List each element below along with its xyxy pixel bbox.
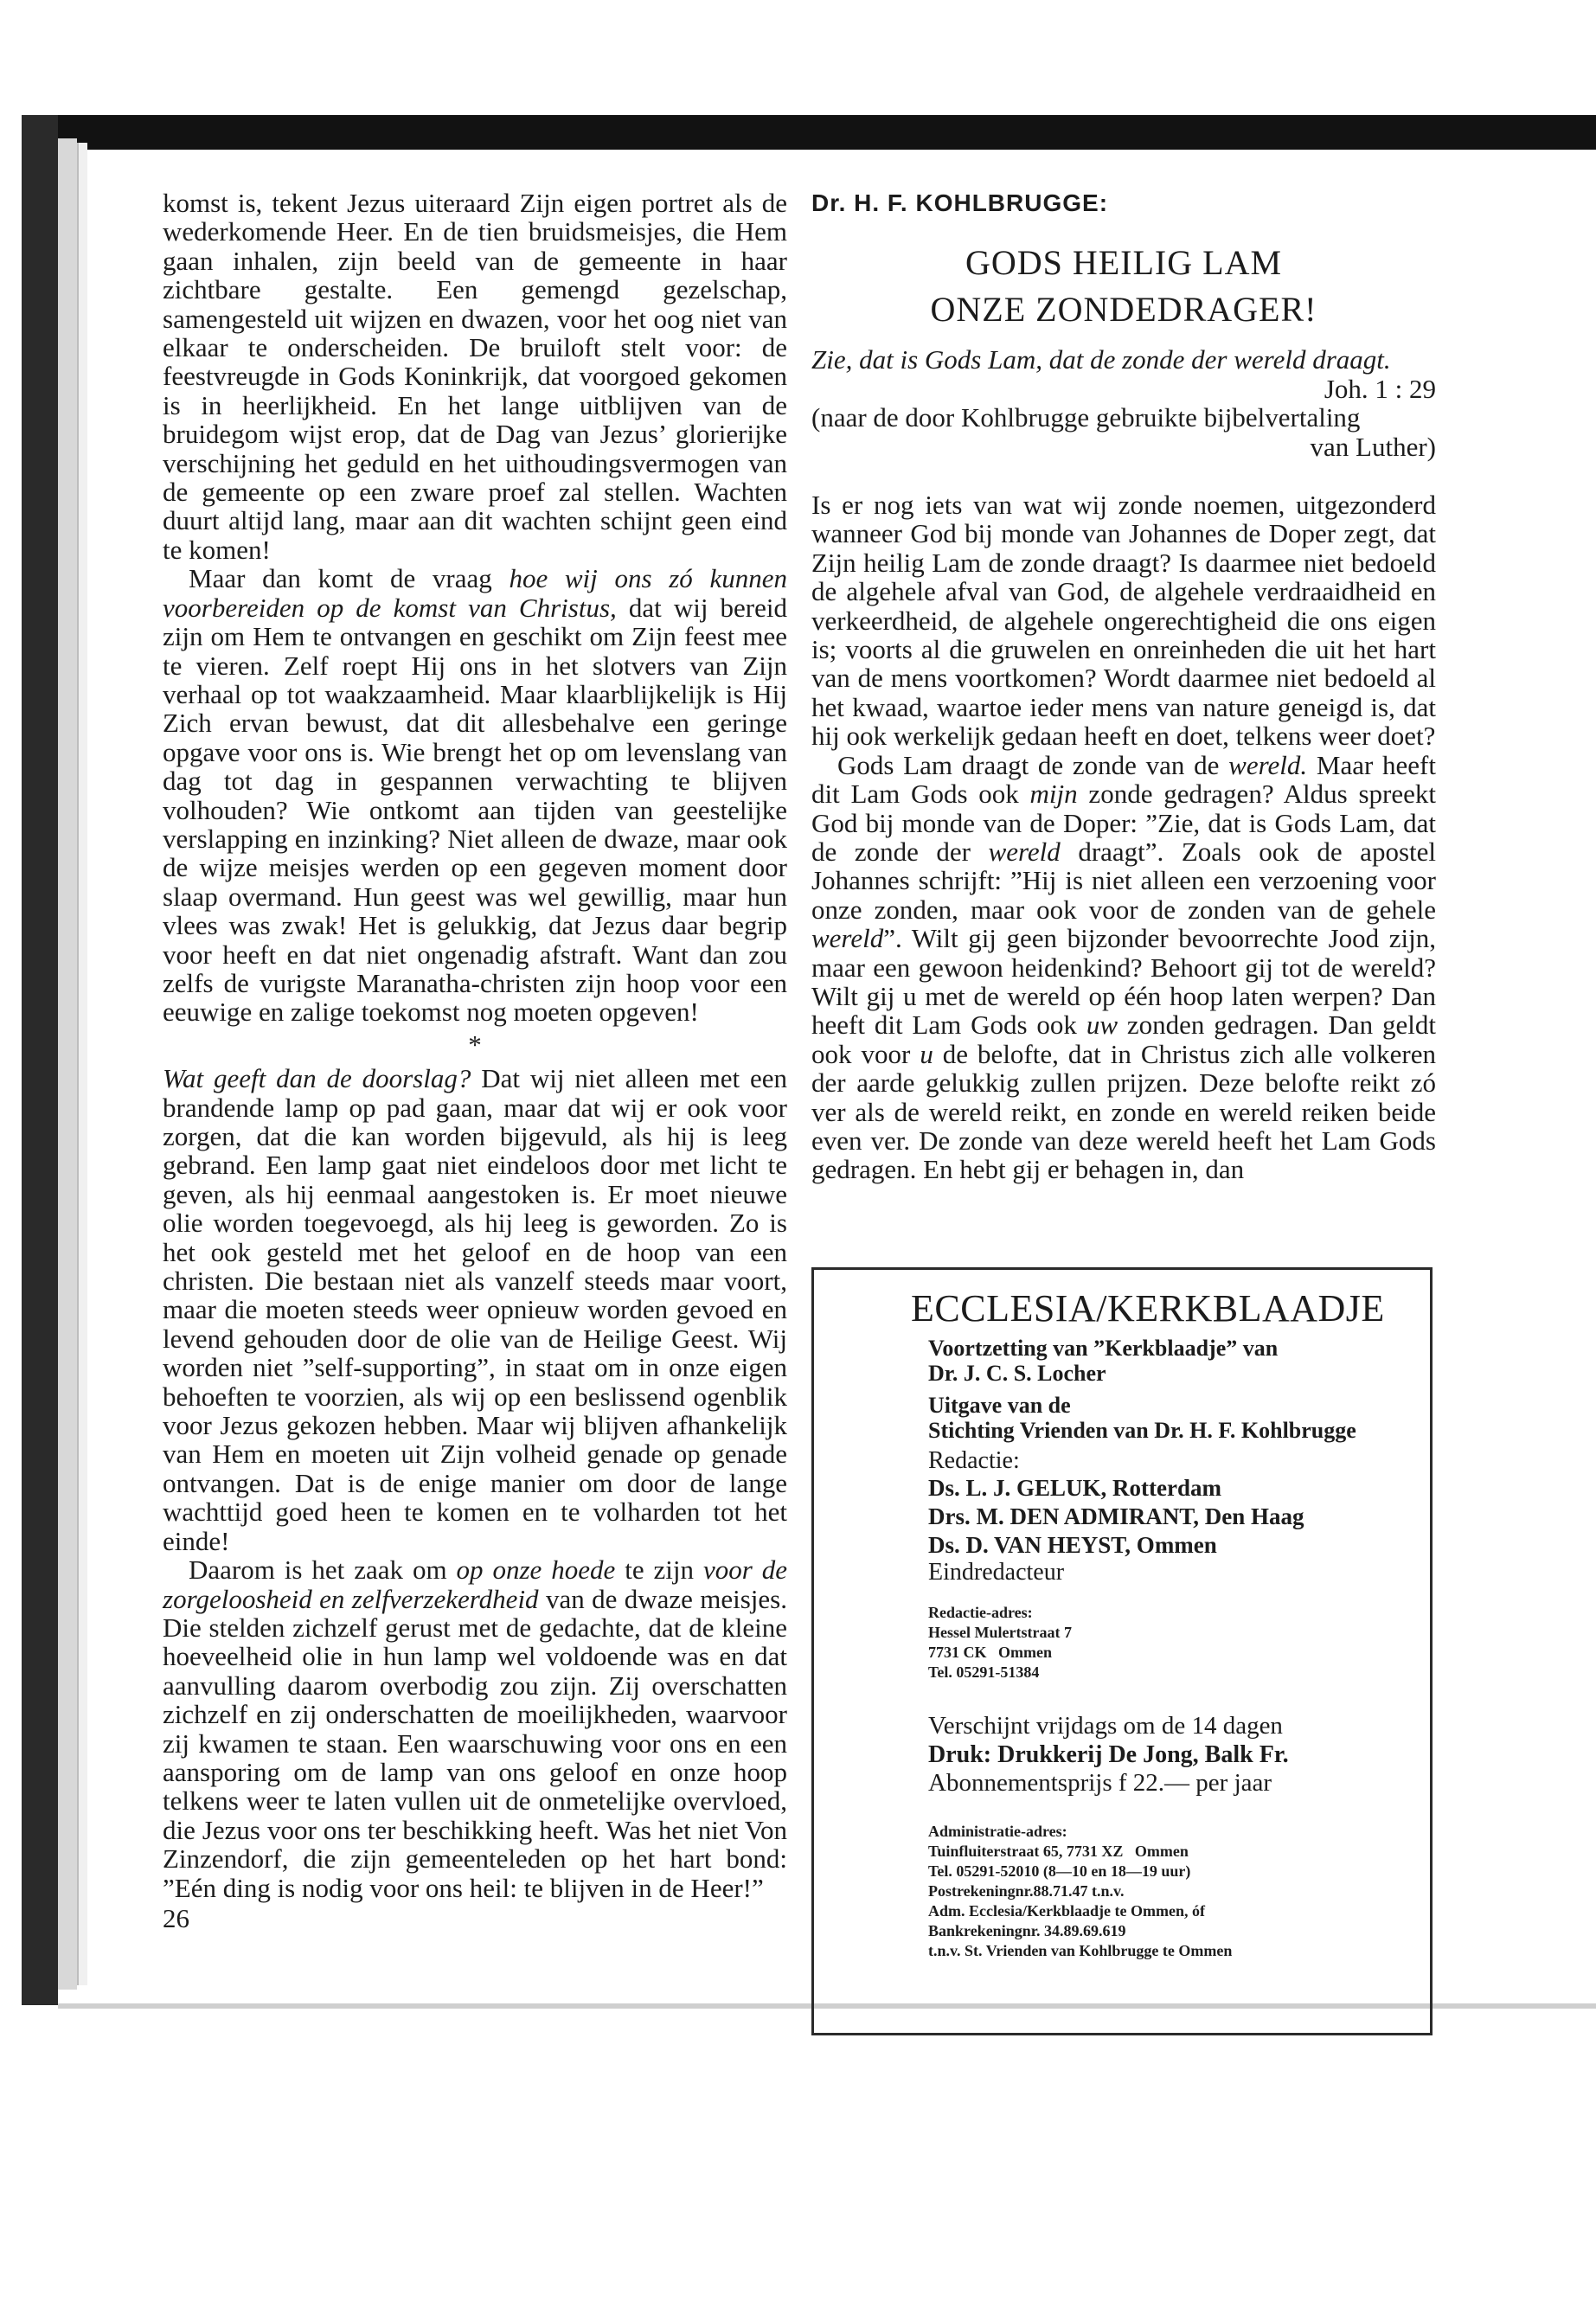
bible-quote: Zie, dat is Gods Lam, dat de zonde der wereld draagt. [811,344,1391,375]
colophon-line: Dr. J. C. S. Locher [928,1361,1106,1386]
paragraph: Is er nog iets van wat wij zonde noemen, uitgezonderd wanneer God bij monde van Johannes de Doper zegt, dat Zijn heilig Lam de zonde draagt? Is daarmee niet bedoeld de algehele afval van God, de algehele verdraaidheid en verkeerdheid, de algehele ongerechtigheid die ons eigen is; voorts al die gruwelen en onreinheden die uit het hart van de mens voortkomen? Wordt daarmee niet bedoeld al het kwaad, waartoe ieder mens van nature geneigd is, dat hij ook werkelijk gedaan heeft en doet, telkens weer doet? [811,490,1436,752]
italic-run: Wat geeft dan de doorslag? [163,1063,471,1094]
page-number: 26 [163,1902,189,1933]
italic-run: voor de zorgeloosheid en zelfverzekerdheid [163,1554,788,1614]
translation-note: (naar de door Kohlbrugge gebruikte bijbelvertaling [811,402,1361,433]
text-run: te zijn [615,1554,703,1586]
editor-name: Ds. D. VAN HEYST, Ommen [928,1532,1217,1558]
colophon-content [911,1287,1413,1961]
redactie-address-line: Redactie-adres: [928,1604,1033,1621]
text-run: Maar heeft dit Lam Gods ook [811,749,1436,810]
admin-address-line: Bankrekeningnr. 34.89.69.619 [928,1922,1126,1939]
paragraph [163,564,787,1027]
title-line: GODS HEILIG LAM [965,243,1283,283]
colophon-line: Voortzetting van ”Kerkblaadje” van [928,1336,1279,1361]
right-column [811,189,1436,1184]
text-run: dat wij bereid zijn om Hem te ontvangen en geschikt om Zijn feest mee te vieren. Zelf roept Hij ons in het slotvers van Zijn verhaal op tot waakzaamheid. Maar klaarblijkelijk is Hij Zich ervan bewust, dat dit allesbehalve een geringe opgave voor ons is. Wie brengt het op om levenslang van dag tot dag in gespannen verwachting te blijven volhouden? Wie ontkomt aan tijden van geestelijke verslapping en inzinking? Niet alleen de dwaze, maar ook de wijze meisjes werden op een gegeven moment door slaap overmand. Hun geest was wel gewillig, maar hun vlees was zwak! Het is gelukkig, dat Jezus daar begrip voor heeft en dat niet ongenadig afstraft. Want dan zou zelfs de vurigste Maranatha-christen zijn hoop voor een eeuwige en zalige toekomst nog moeten opgeven! [163,592,787,1028]
colophon-line: Stichting Vrienden van Dr. H. F. Kohlbrugge [928,1418,1356,1443]
admin-address-line: Tel. 05291-52010 (8—10 en 18—19 uur) [928,1862,1191,1880]
admin-address-line: t.n.v. St. Vrienden van Kohlbrugge te Ommen [928,1942,1233,1959]
colophon-line: Uitgave van de [928,1393,1071,1418]
scan-page-edge-inner [77,143,87,1985]
editor-name: Drs. M. DEN ADMIRANT, Den Haag [928,1503,1304,1529]
italic-run: uw [1086,1009,1118,1041]
italic-run: hoe wij ons zó kunnen voorbereiden op de komst van Christus, [163,563,787,623]
article-author: Dr. H. F. KOHLBRUGGE: [811,189,1109,216]
colophon-title: ECCLESIA/KERKBLAADJE [911,1287,1385,1330]
redactie-label: Redactie: [928,1447,1020,1474]
translation-note: van Luther) [1310,431,1436,462]
italic-run: wereld [988,836,1061,867]
text-run: van de dwaze meisjes. Die stelden zichzelf gerust met de gedachte, dat de kleine hoeveelheid olie in hun lamp wel voldoende was en dat aanvulling daarom overbodig zou zijn. Zij overschatten zichzelf en zij onderschatten de moeilijkheden, waarvoor zij kwamen te staan. Een waarschuwing voor ons en een aansporing om de lamp van ons geloof en onze hoop telkens weer te laten vullen uit de onmetelijke overvloed, die Jezus voor ons ter beschikking heeft. Was het niet Von Zinzendorf, die zijn gemeenteleden op het hart bond: ”Eén ding is nodig voor ons heil: te blijven in de Heer!” [163,1583,787,1903]
text-run: de belofte, dat in Christus zich alle volkeren der aarde gelukkig zullen prijzen. Deze belofte reikt zó ver als de wereld reikt, en zonde en wereld reiken beide even ver. De zonde van deze wereld heeft het Lam Gods gedragen. En hebt gij er behagen in, dan [811,1038,1436,1185]
redactie-address-line: Hessel Mulertstraat 7 [928,1624,1072,1641]
redactie-address-line: Tel. 05291-51384 [928,1663,1040,1681]
text-run: Gods Lam draagt de zonde van de [837,749,1229,780]
italic-run: mijn [1029,779,1078,810]
section-separator: * [468,1029,482,1060]
bible-reference: Joh. 1 : 29 [1324,373,1436,404]
eindredacteur-label: Eindredacteur [928,1559,1065,1586]
publication-frequency: Verschijnt vrijdags om de 14 dagen [928,1712,1283,1740]
scan-binding-edge [22,115,58,2005]
scan-top-band [22,115,1596,150]
text-run: zonde gedragen? Aldus spreekt God bij monde van de Doper: ”Zie, dat is Gods Lam, dat de zonde der [811,779,1436,867]
colophon-box [811,1267,1433,2035]
paragraph: komst is, tekent Jezus uiteraard Zijn eigen portret als de wederkomende Heer. En de tien bruidsmeisjes, die Hem gaan inhalen, zijn beeld van de gemeente in haar zichtbare gestalte. Een gemengd gezelschap, samengesteld uit wijzen en dwazen, voor het oog niet van elkaar te onderscheiden. De bruiloft stelt voor: de feestvreugde in Gods Koninkrijk, dat voorgoed gekomen is in heerlijkheid. En het lange uitblijven van de bruidegom wijst erop, dat de Dag van Jezus’ glorierijke verschijning het geduld en het uithoudingsvermogen van de gemeente op een zware proef zal stellen. Wachten duurt altijd lang, maar aan dit wachten schijnt geen eind te komen! [163,188,787,565]
left-column [163,189,787,1932]
editor-name: Ds. L. J. GELUK, Rotterdam [928,1475,1221,1501]
paragraph [163,1555,787,1902]
italic-run: u [920,1038,933,1069]
italic-run: wereld. [1228,749,1308,780]
text-run: Daarom is het zaak om [189,1554,457,1586]
scan-page-edge [58,138,77,1990]
text-run: Dat wij niet alleen met een brandende lamp op pad gaan, maar dat wij er ook voor zorgen, dat die kan worden bijgevuld, als hij is leeg gebrand. Een lamp gaat niet eindeloos door met licht te geven, als hij eenmaal aangestoken is. Er moet nieuwe olie worden toegevoegd, als hij leeg is geworden. Zo is het ook gesteld met het geloof en de hoop van een christen. Die bestaan niet als vanzelf steeds maar voort, maar die moeten steeds weer opnieuw worden gevoed en levend gehouden door de olie van de Heilige Geest. Wij worden niet ”self-supporting”, in staat om in onze eigen behoeften te voorzien, als wij op een beslissend ogenblik voor Jezus gekozen hebben. Maar wij blijven afhankelijk van Hem en moeten uit Zijn volheid genade op genade ontvangen. Dat is de enige manier om door de lange wachttijd goed heen te komen en te volharden tot het einde! [163,1063,787,1556]
text-run: draagt”. Zoals ook de apostel Johannes schrijft: ”Hij is niet alleen een verzoening voor onze zonden, maar ook voor de zonden van de gehele [811,836,1436,925]
text-run: zonden gedragen. Dan geldt ook voor [811,1009,1436,1069]
printer-info: Druk: Drukkerij De Jong, Balk Fr. [928,1741,1289,1768]
title-line: ONZE ZONDEDRAGER! [930,290,1317,330]
italic-run: wereld [811,923,884,954]
admin-address-line: Adm. Ecclesia/Kerkblaadje te Ommen, óf [928,1902,1205,1920]
italic-run: op onze hoede [456,1554,616,1586]
paragraph [163,1064,787,1555]
text-run: Maar dan komt de vraag [189,563,510,594]
subscription-price: Abonnementsprijs f 22.— per jaar [928,1769,1272,1797]
admin-address-line: Administratie-adres: [928,1823,1067,1840]
admin-address-line: Postrekeningnr.88.71.47 t.n.v. [928,1882,1125,1900]
admin-address-line: Tuinfluiterstraat 65, 7731 XZ Ommen [928,1843,1189,1860]
paragraph [811,751,1436,1184]
redactie-address-line: 7731 CK Ommen [928,1644,1052,1661]
article-title [811,240,1436,333]
text-run: ”. Wilt gij geen bijzonder bevoorrechte Jood zijn, maar een gewoon heidenkind? Behoort gij tot de wereld? Wilt gij u met de wereld op één hoop laten werpen? Dan heeft dit Lam Gods ook [811,923,1436,1041]
